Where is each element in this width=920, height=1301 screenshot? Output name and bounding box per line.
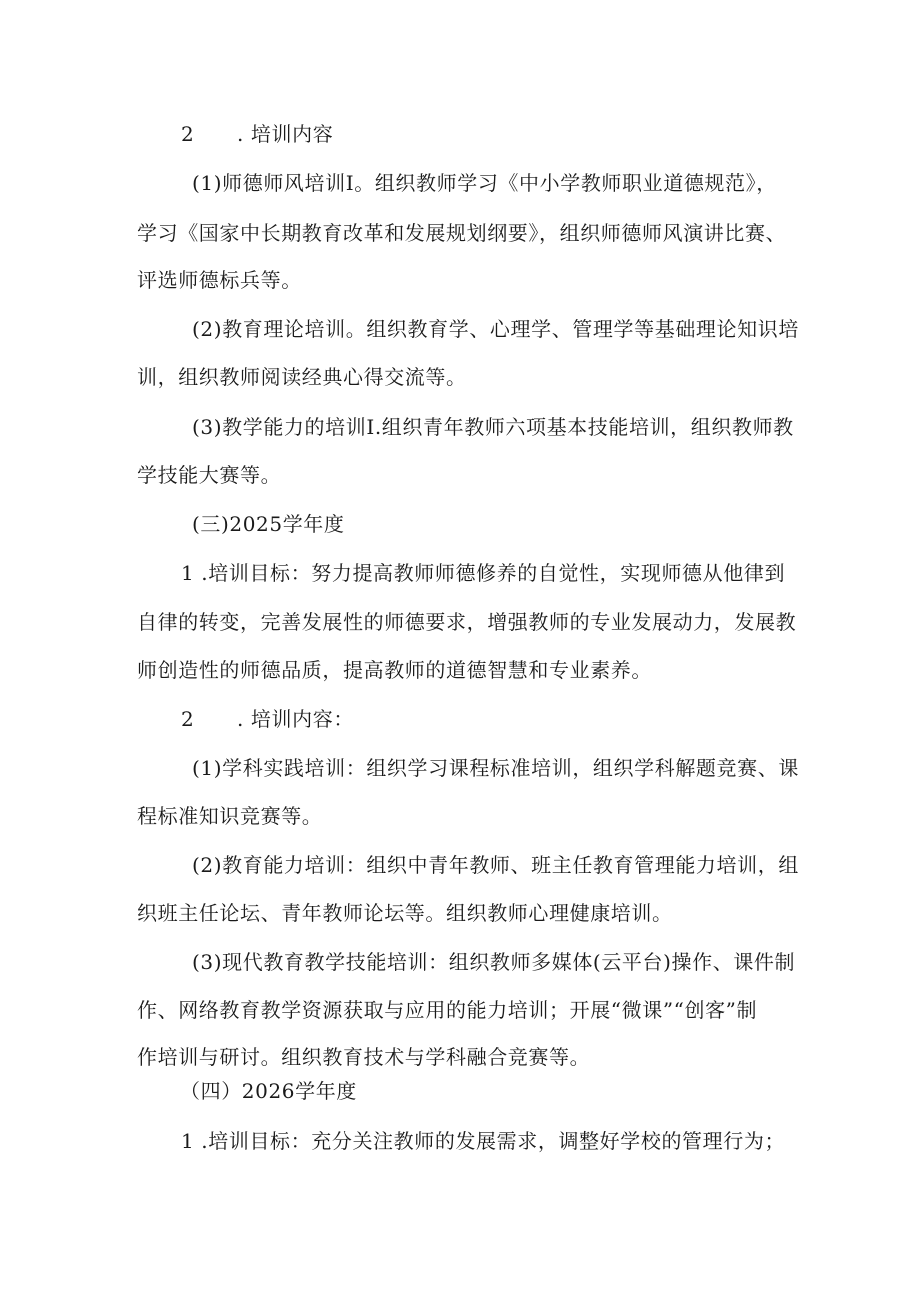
paragraph-line: 1 .培训目标：充分关注教师的发展需求，调整好学校的管理行为； <box>181 1129 786 1153</box>
paragraph-line: 作培训与研讨。组织教育技术与学科融合竞赛等。 <box>137 1045 591 1069</box>
paragraph-line: 评选师德标兵等。 <box>137 268 302 292</box>
paragraph-line: (3)教学能力的培训I.组织青年教师六项基本技能培训，组织教师教 <box>192 415 794 439</box>
paragraph-line: 训，组织教师阅读经典心得交流等。 <box>137 365 467 389</box>
section-heading-training-content <box>181 706 354 732</box>
heading-text: . 培训内容 <box>237 122 334 146</box>
paragraph-line: 自律的转变，完善发展性的师德要求，增强教师的专业发展动力，发展教 <box>137 610 797 634</box>
paragraph-line: (2)教育能力培训：组织中青年教师、班主任教育管理能力培训，组 <box>192 853 799 877</box>
paragraph-line: 学技能大赛等。 <box>137 463 282 487</box>
section-heading-2025: (三)2025学年度 <box>192 512 345 536</box>
section-heading-2026: （四）2026学年度 <box>180 1079 357 1103</box>
paragraph-line: 作、网络教育教学资源获取与应用的能力培训；开展“微课”“创客”制 <box>137 998 758 1022</box>
paragraph-line: 师创造性的师德品质，提高教师的道德智慧和专业素养。 <box>137 658 652 682</box>
list-number: 2 <box>181 707 195 731</box>
paragraph-line: (2)教育理论培训。组织教育学、心理学、管理学等基础理论知识培 <box>192 317 799 341</box>
paragraph-line: 程标准知识竞赛等。 <box>137 804 323 828</box>
paragraph-line: (1)学科实践培训：组织学习课程标准培训，组织学科解题竞赛、课 <box>192 756 799 780</box>
list-number: 2 <box>181 122 195 146</box>
paragraph-line: 织班主任论坛、青年教师论坛等。组织教师心理健康培训。 <box>137 901 673 925</box>
section-heading-training-content <box>181 121 333 147</box>
paragraph-line: 1 .培训目标：努力提高教师师德修养的自觉性，实现师德从他律到 <box>181 561 786 585</box>
paragraph-line: (1)师德师风培训I。组织教师学习《中小学教师职业道德规范》， <box>192 171 777 195</box>
paragraph-line: 学习《国家中长期教育改革和发展规划纲要》，组织师德师风演讲比赛、 <box>137 221 787 245</box>
heading-text: . 培训内容： <box>237 707 354 731</box>
paragraph-line: (3)现代教育教学技能培训：组织教师多媒体(云平台)操作、课件制 <box>192 950 796 974</box>
